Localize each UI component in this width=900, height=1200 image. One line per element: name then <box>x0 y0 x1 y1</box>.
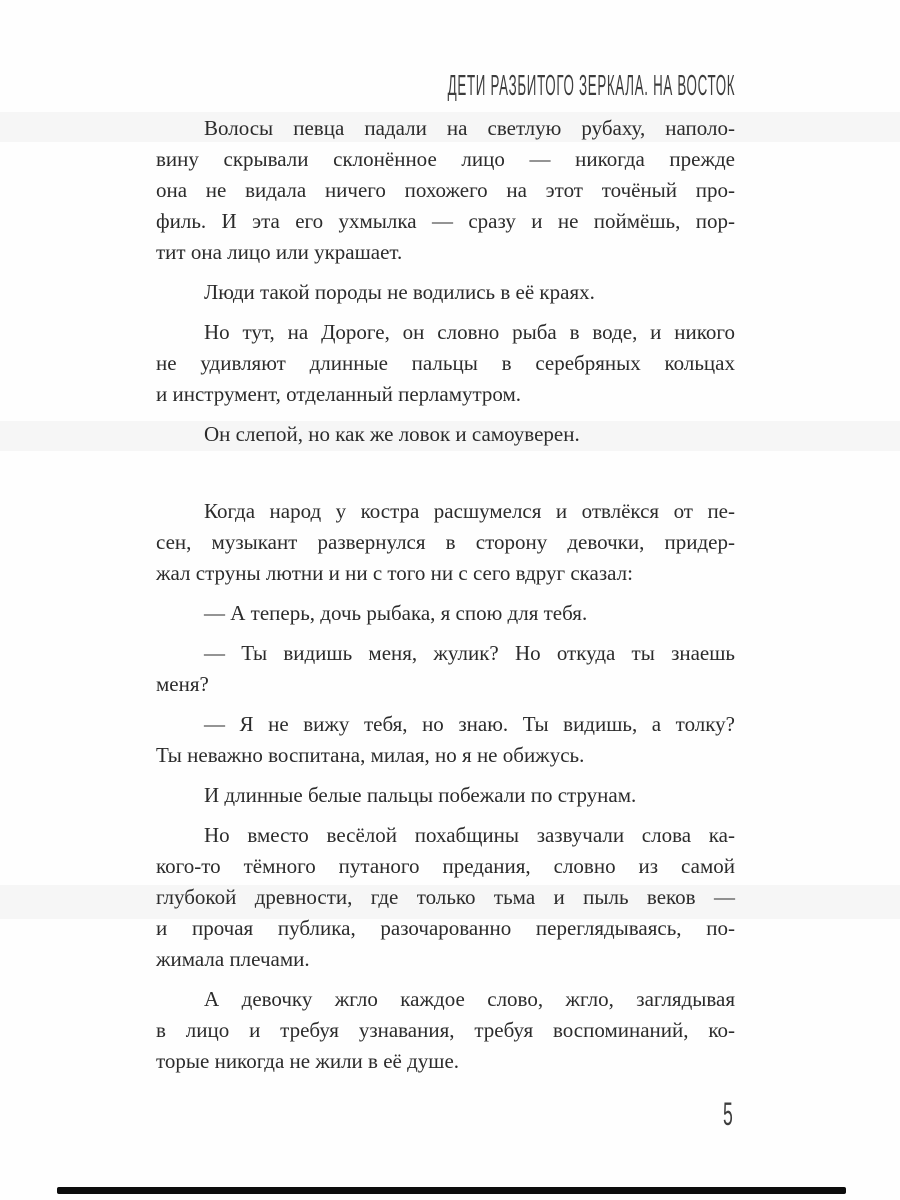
text-line: кого-то тёмного путаного предания, словно из самой <box>156 854 735 878</box>
text-line: не удивляют длинные пальцы в серебряных кольцах <box>156 351 735 375</box>
paragraph <box>156 317 735 410</box>
running-head: ДЕТИ РАЗБИТОГО ЗЕРКАЛА. НА ВОСТОК <box>447 70 735 102</box>
text-line: Но вместо весёлой похабщины зазвучали слова ка- <box>204 823 735 847</box>
text-line: — Я не вижу тебя, но знаю. Ты видишь, а толку? <box>204 712 735 736</box>
scan-edge-bar <box>57 1187 846 1194</box>
text-body <box>156 113 735 1077</box>
text-line: филь. И эта его ухмылка — сразу и не поймёшь, пор- <box>156 209 735 233</box>
text-line: сен, музыкант развернулся в сторону девочки, придер- <box>156 530 735 554</box>
paragraph <box>156 598 735 629</box>
text-line: — А теперь, дочь рыбака, я спою для тебя. <box>204 601 588 625</box>
text-line: Ты неважно воспитана, милая, но я не обижусь. <box>156 743 585 767</box>
text-line: торые никогда не жили в её душе. <box>156 1049 460 1073</box>
text-line: И длинные белые пальцы побежали по струнам. <box>204 783 637 807</box>
text-line: Люди такой породы не водились в её краях. <box>204 280 595 304</box>
text-line: А девочку жгло каждое слово, жгло, заглядывая <box>204 987 735 1011</box>
text-line: — Ты видишь меня, жулик? Но откуда ты знаешь <box>204 641 735 665</box>
text-line: вину скрывали склонённое лицо — никогда прежде <box>156 147 735 171</box>
text-line: Волосы певца падали на светлую рубаху, наполо- <box>204 116 735 140</box>
text-line: и инструмент, отделанный перламутром. <box>156 382 522 406</box>
paragraph <box>156 984 735 1077</box>
paragraph <box>156 780 735 811</box>
paragraph <box>156 277 735 308</box>
paragraph <box>156 638 735 700</box>
text-line: и прочая публика, разочарованно переглядываясь, по- <box>156 916 735 940</box>
text-line: Но тут, на Дороге, он словно рыба в воде, и никого <box>204 320 735 344</box>
paragraph <box>156 820 735 975</box>
text-line: глубокой древности, где только тьма и пыль веков — <box>156 885 735 909</box>
text-line: в лицо и требуя узнавания, требуя воспоминаний, ко- <box>156 1018 735 1042</box>
text-line: тит она лицо или украшает. <box>156 240 403 264</box>
paragraph <box>156 113 735 268</box>
paragraph <box>156 709 735 771</box>
paragraph <box>156 419 735 450</box>
text-line: меня? <box>156 672 209 696</box>
text-line: Когда народ у костра расшумелся и отвлёкся от пе- <box>204 499 735 523</box>
text-line: Он слепой, но как же ловок и самоуверен. <box>204 422 580 446</box>
page-number: 5 <box>723 1096 733 1132</box>
paragraph <box>156 496 735 589</box>
text-line: она не видала ничего похожего на этот точёный про- <box>156 178 735 202</box>
text-line: жимала плечами. <box>156 947 310 971</box>
text-line: жал струны лютни и ни с того ни с сего вдруг сказал: <box>156 561 633 585</box>
